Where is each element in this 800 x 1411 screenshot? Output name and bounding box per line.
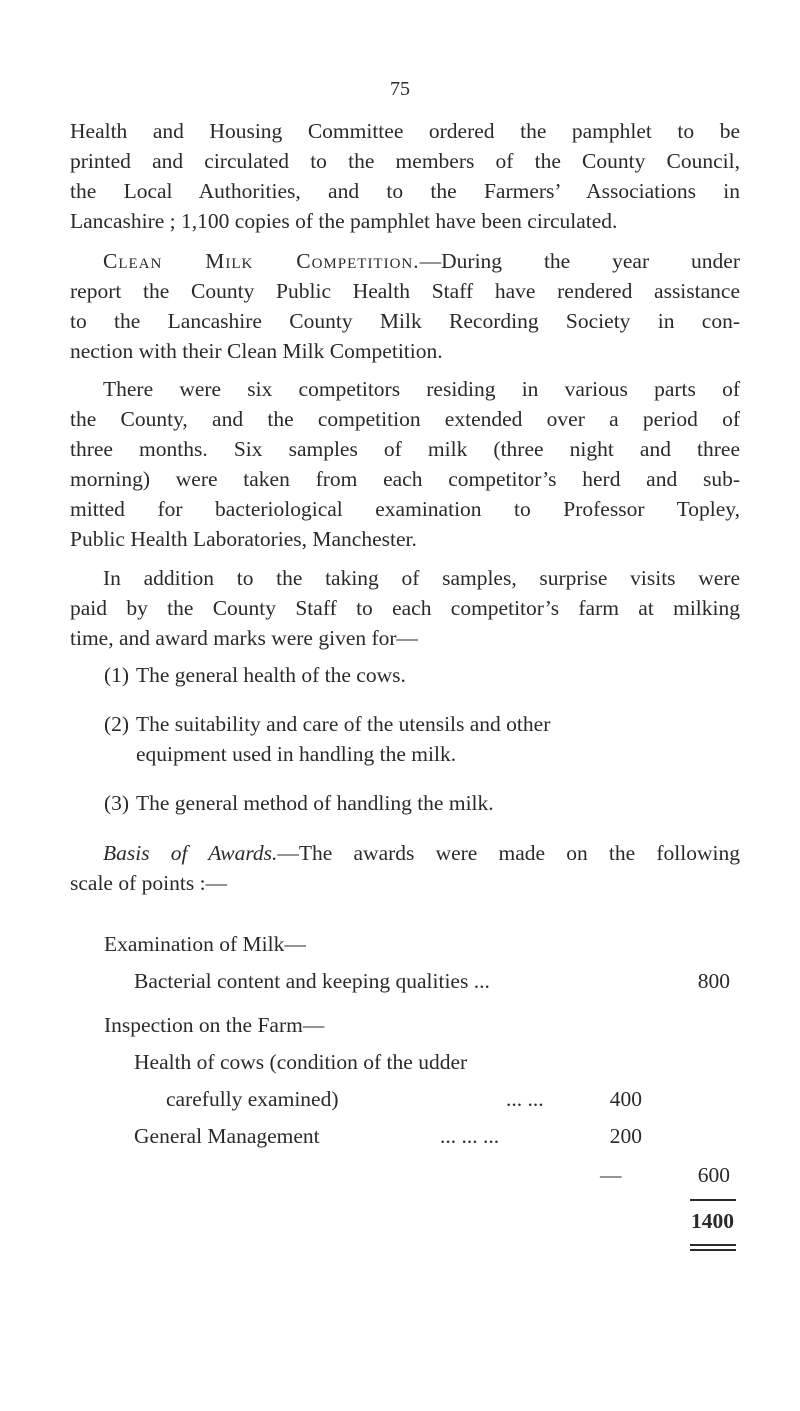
text-run: —During the year under [419,249,741,273]
text-line: morning) were taken from each competitor’s herd and sub- [70,467,740,491]
text-line [70,838,740,868]
criteria-number: (2) [104,712,130,736]
scale-health-points: 400 [609,1087,642,1111]
text-line: scale of points :— [70,871,228,895]
scale-management-label: General Management [134,1124,320,1148]
scale-management-leader: ... ... ... [440,1124,500,1148]
paragraph-competitors [70,374,740,554]
scale-bacterial-label: Bacterial content and keeping qualities ... [134,969,490,993]
text-line: mitted for bacteriological examination to Professor Topley, [70,497,740,521]
criteria-text: The general method of handling the milk. [136,791,494,815]
criteria-number: (3) [104,791,130,815]
scale-total: 1400 [691,1209,734,1233]
text-line [104,709,740,739]
paragraph-basis-of-awards [70,838,740,898]
text-run: —The awards were made on the following [277,841,740,865]
scale-inspection-heading: Inspection on the Farm— [104,1013,325,1037]
text-line: time, and award marks were given for— [70,626,419,650]
scale-health-label: Health of cows (condition of the udder [134,1050,468,1074]
scale-inspection-subtotal: 600 [697,1163,730,1187]
text-line [104,788,740,818]
text-line: the County, and the competition extended over a period of [70,407,740,431]
scale-health-label-cont: carefully examined) [166,1087,339,1111]
scale-subtotal-dash: — [600,1163,622,1187]
page-number: 75 [390,78,410,100]
subtotal-rule [690,1199,736,1201]
criteria-item [104,709,740,769]
criteria-item [104,788,740,818]
text-line: paid by the County Staff to each competitor’s farm at milking [70,596,740,620]
scale-bacterial-points: 800 [697,969,730,993]
text-line: Health and Housing Committee ordered the pamphlet to be [70,119,740,143]
criteria-text: The suitability and care of the utensils and other [136,712,551,736]
section-heading: Clean Milk Competition. [103,249,420,273]
text-line [70,246,740,276]
criteria-text: The general health of the cows. [136,663,406,687]
criteria-number: (1) [104,663,130,687]
text-line: Lancashire ; 1,100 copies of the pamphlet have been circulated. [70,209,618,233]
section-heading: Basis of Awards. [103,841,278,865]
text-line: printed and circulated to the members of the County Council, [70,149,740,173]
criteria-text: equipment used in handling the milk. [136,742,457,766]
text-line [104,660,740,690]
text-line: Public Health Laboratories, Manchester. [70,527,417,551]
text-line: There were six competitors residing in various parts of [103,377,740,401]
text-line: nection with their Clean Milk Competition. [70,339,443,363]
total-double-rule [690,1249,736,1251]
text-line: to the Lancashire County Milk Recording Society in con- [70,309,740,333]
scale-management-points: 200 [609,1124,642,1148]
text-line: three months. Six samples of milk (three night and three [70,437,740,461]
scale-exam-heading: Examination of Milk— [104,932,306,956]
text-line: the Local Authorities, and to the Farmers’ Associations in [70,179,740,203]
paragraph-clean-milk-competition [70,246,740,366]
total-double-rule [690,1244,736,1246]
text-line: In addition to the taking of samples, surprise visits were [103,566,740,590]
paragraph-surprise-visits [70,563,740,653]
scale-health-leader: ... ... [506,1087,544,1111]
paragraph-pamphlet [70,116,740,236]
text-line: report the County Public Health Staff have rendered assistance [70,279,740,303]
criteria-item [104,660,740,690]
